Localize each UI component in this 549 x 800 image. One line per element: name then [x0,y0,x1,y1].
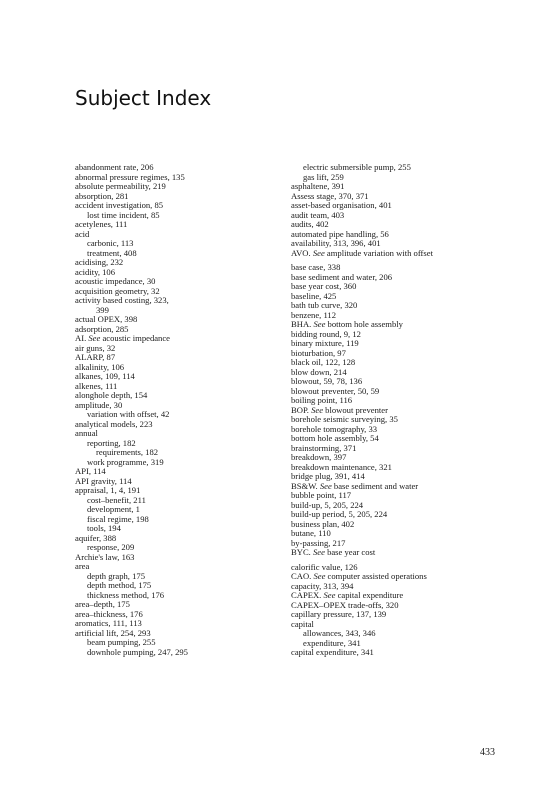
index-entry: Archie's law, 163 [75,551,135,562]
index-entry: alkanes, 109, 114 [75,371,135,381]
index-entry: acidising, 232 [75,257,124,267]
index-entry: ALARP, 87 [75,352,116,362]
index-entry: acetylenes, 111 [75,219,128,229]
index-entry: absorption, 281 [75,190,129,201]
see-reference: See [313,319,326,329]
index-subentry: electric submersible pump, 255 [303,162,411,172]
index-entry: blow down, 214 [291,366,347,377]
see-target: base year cost [324,547,376,557]
see-reference: See [312,247,325,258]
index-entry: boiling point, 116 [291,395,353,405]
entry-term: BS&W. [291,480,318,491]
index-entry: bioturbation, 97 [291,347,346,358]
index-subentry: reporting, 182 [87,437,136,448]
index-entry: business plan, 402 [291,518,355,529]
index-entry: appraisal, 1, 4, 191 [75,485,141,495]
index-entry: aquifer, 388 [75,532,117,543]
index-entry: adsorption, 285 [75,323,129,334]
index-entry: build-up, 5, 205, 224 [291,499,364,510]
see-target: amplitude variation with offset [324,247,433,258]
index-subentry: lost time incident, 85 [87,209,160,220]
index-subentry: development, 1 [87,504,140,514]
index-entry: asset-based organisation, 401 [291,200,392,210]
index-entry: artificial lift, 254, 293 [75,627,151,638]
index-column-left [75,163,285,657]
index-entry: borehole seismic surveying, 35 [291,414,398,424]
see-target: acoustic impedance [100,333,170,343]
index-subentry: depth method, 175 [87,580,152,590]
index-entry: air guns, 32 [75,342,116,353]
entry-term: AI. [75,333,87,343]
index-entry: baseline, 425 [291,290,337,301]
index-entry: analytical models, 223 [75,418,153,429]
index-subentry: carbonic, 113 [87,238,134,248]
entry-term: BOP. [291,404,309,415]
index-column-right [291,163,501,658]
index-entry: bidding round, 9, 12 [291,328,361,339]
see-target: capital expenditure [335,590,404,600]
index-entry: availability, 313, 396, 401 [291,238,381,248]
see-target: bottom hole assembly [325,319,403,329]
index-entry: area [75,561,90,571]
index-entry: capital expenditure, 341 [291,647,374,657]
entry-term: CAPEX. [291,590,322,600]
entry-term: BYC. [291,547,311,557]
index-entry: API gravity, 114 [75,475,132,486]
index-entry: bubble point, 117 [291,490,352,500]
page-number: 433 [480,747,495,758]
see-target: base sediment and water [331,480,419,491]
index-entry: API, 114 [75,466,106,476]
index-entry: bath tub curve, 320 [291,300,358,310]
entry-term: AVO. [291,247,311,258]
index-subentry: thickness method, 176 [87,589,165,600]
index-subentry: expenditure, 341 [303,637,361,648]
index-entry [291,249,501,259]
index-entry: base case, 338 [291,262,341,272]
index-entry: actual OPEX, 398 [75,314,138,324]
index-entry: calorific value, 126 [291,561,358,572]
see-reference: See [312,547,325,557]
index-entry: build-up period, 5, 205, 224 [291,509,388,519]
index-entry: abandonment rate, 206 [75,162,154,172]
index-entry: benzene, 112 [291,309,337,320]
index-subentry: gas lift, 259 [303,171,344,182]
index-entry: base year cost, 360 [291,281,357,291]
index-subentry: depth graph, 175 [87,570,145,581]
index-entry: capacity, 313, 394 [291,580,354,591]
index-entry: binary mixture, 119 [291,338,359,348]
index-entry: breakdown, 397 [291,452,347,462]
index-entry: asphaltene, 391 [291,181,345,191]
index-entry: alkenes, 111 [75,380,118,391]
see-reference: See [323,590,336,600]
index-subentry: cost–benefit, 211 [87,494,146,505]
index-subentry: work programme, 319 [87,456,164,467]
page-title: Subject Index [75,86,212,110]
index-entry: alkalinity, 106 [75,361,125,372]
see-reference: See [88,333,101,343]
index-entry: area–depth, 175 [75,599,130,609]
see-target: computer assisted operations [325,571,427,581]
index-entry: acid [75,228,90,239]
index-entry: audit team, 403 [291,209,345,220]
index-entry: capillary pressure, 137, 139 [291,609,387,619]
see-reference: See [311,404,324,415]
index-subentry: treatment, 408 [87,247,137,258]
index-subentry: downhole pumping, 247, 295 [87,646,188,657]
index-entry: Assess stage, 370, 371 [291,190,369,201]
index-entry: brainstorming, 371 [291,442,357,453]
index-entry: amplitude, 30 [75,399,123,410]
index-entry: automated pipe handling, 56 [291,228,389,239]
entry-term: CAO. [291,571,312,581]
index-entry: aromatics, 111, 113 [75,618,142,628]
index-entry: abnormal pressure regimes, 135 [75,171,185,182]
index-entry: activity based costing, 323, [75,295,169,305]
index-subentry: beam pumping, 255 [87,637,156,647]
index-entry: alonghole depth, 154 [75,390,148,400]
entry-term: BHA. [291,319,312,329]
index-subentry: response, 209 [87,542,135,552]
see-reference: See [313,571,326,581]
index-entry: borehole tomography, 33 [291,423,378,434]
index-entry: capital [291,618,314,629]
index-entry: breakdown maintenance, 321 [291,461,392,472]
index-entry: black oil, 122, 128 [291,357,356,367]
index-subentry: fiscal regime, 198 [87,513,149,524]
index-entry: acquisition geometry, 32 [75,285,160,296]
index-entry: annual [75,428,98,438]
index-subentry: variation with offset, 42 [87,409,170,419]
index-entry: accident investigation, 85 [75,200,164,210]
index-entry: acoustic impedance, 30 [75,276,156,286]
index-entry: acidity, 106 [75,266,116,277]
index-entry: area–thickness, 176 [75,608,143,619]
see-target: blowout preventer [323,404,388,415]
index-entry: bridge plug, 391, 414 [291,471,365,481]
index-entry: by-passing, 217 [291,537,346,548]
index-subentry: requirements, 182 [96,447,159,457]
index-subentry: 399 [96,304,109,315]
index-entry: butane, 110 [291,528,331,538]
index-entry: bottom hole assembly, 54 [291,433,379,443]
index-subentry: tools, 194 [87,523,121,533]
index-entry: base sediment and water, 206 [291,271,393,282]
index-entry: audits, 402 [291,219,329,229]
index-entry: CAPEX–OPEX trade-offs, 320 [291,599,399,610]
index-entry: blowout, 59, 78, 136 [291,376,363,386]
index-subentry: allowances, 343, 346 [303,628,376,638]
index-entry: blowout preventer, 50, 59 [291,385,380,396]
index-entry [291,548,501,558]
see-reference: See [319,480,332,491]
index-entry: absolute permeability, 219 [75,181,166,191]
